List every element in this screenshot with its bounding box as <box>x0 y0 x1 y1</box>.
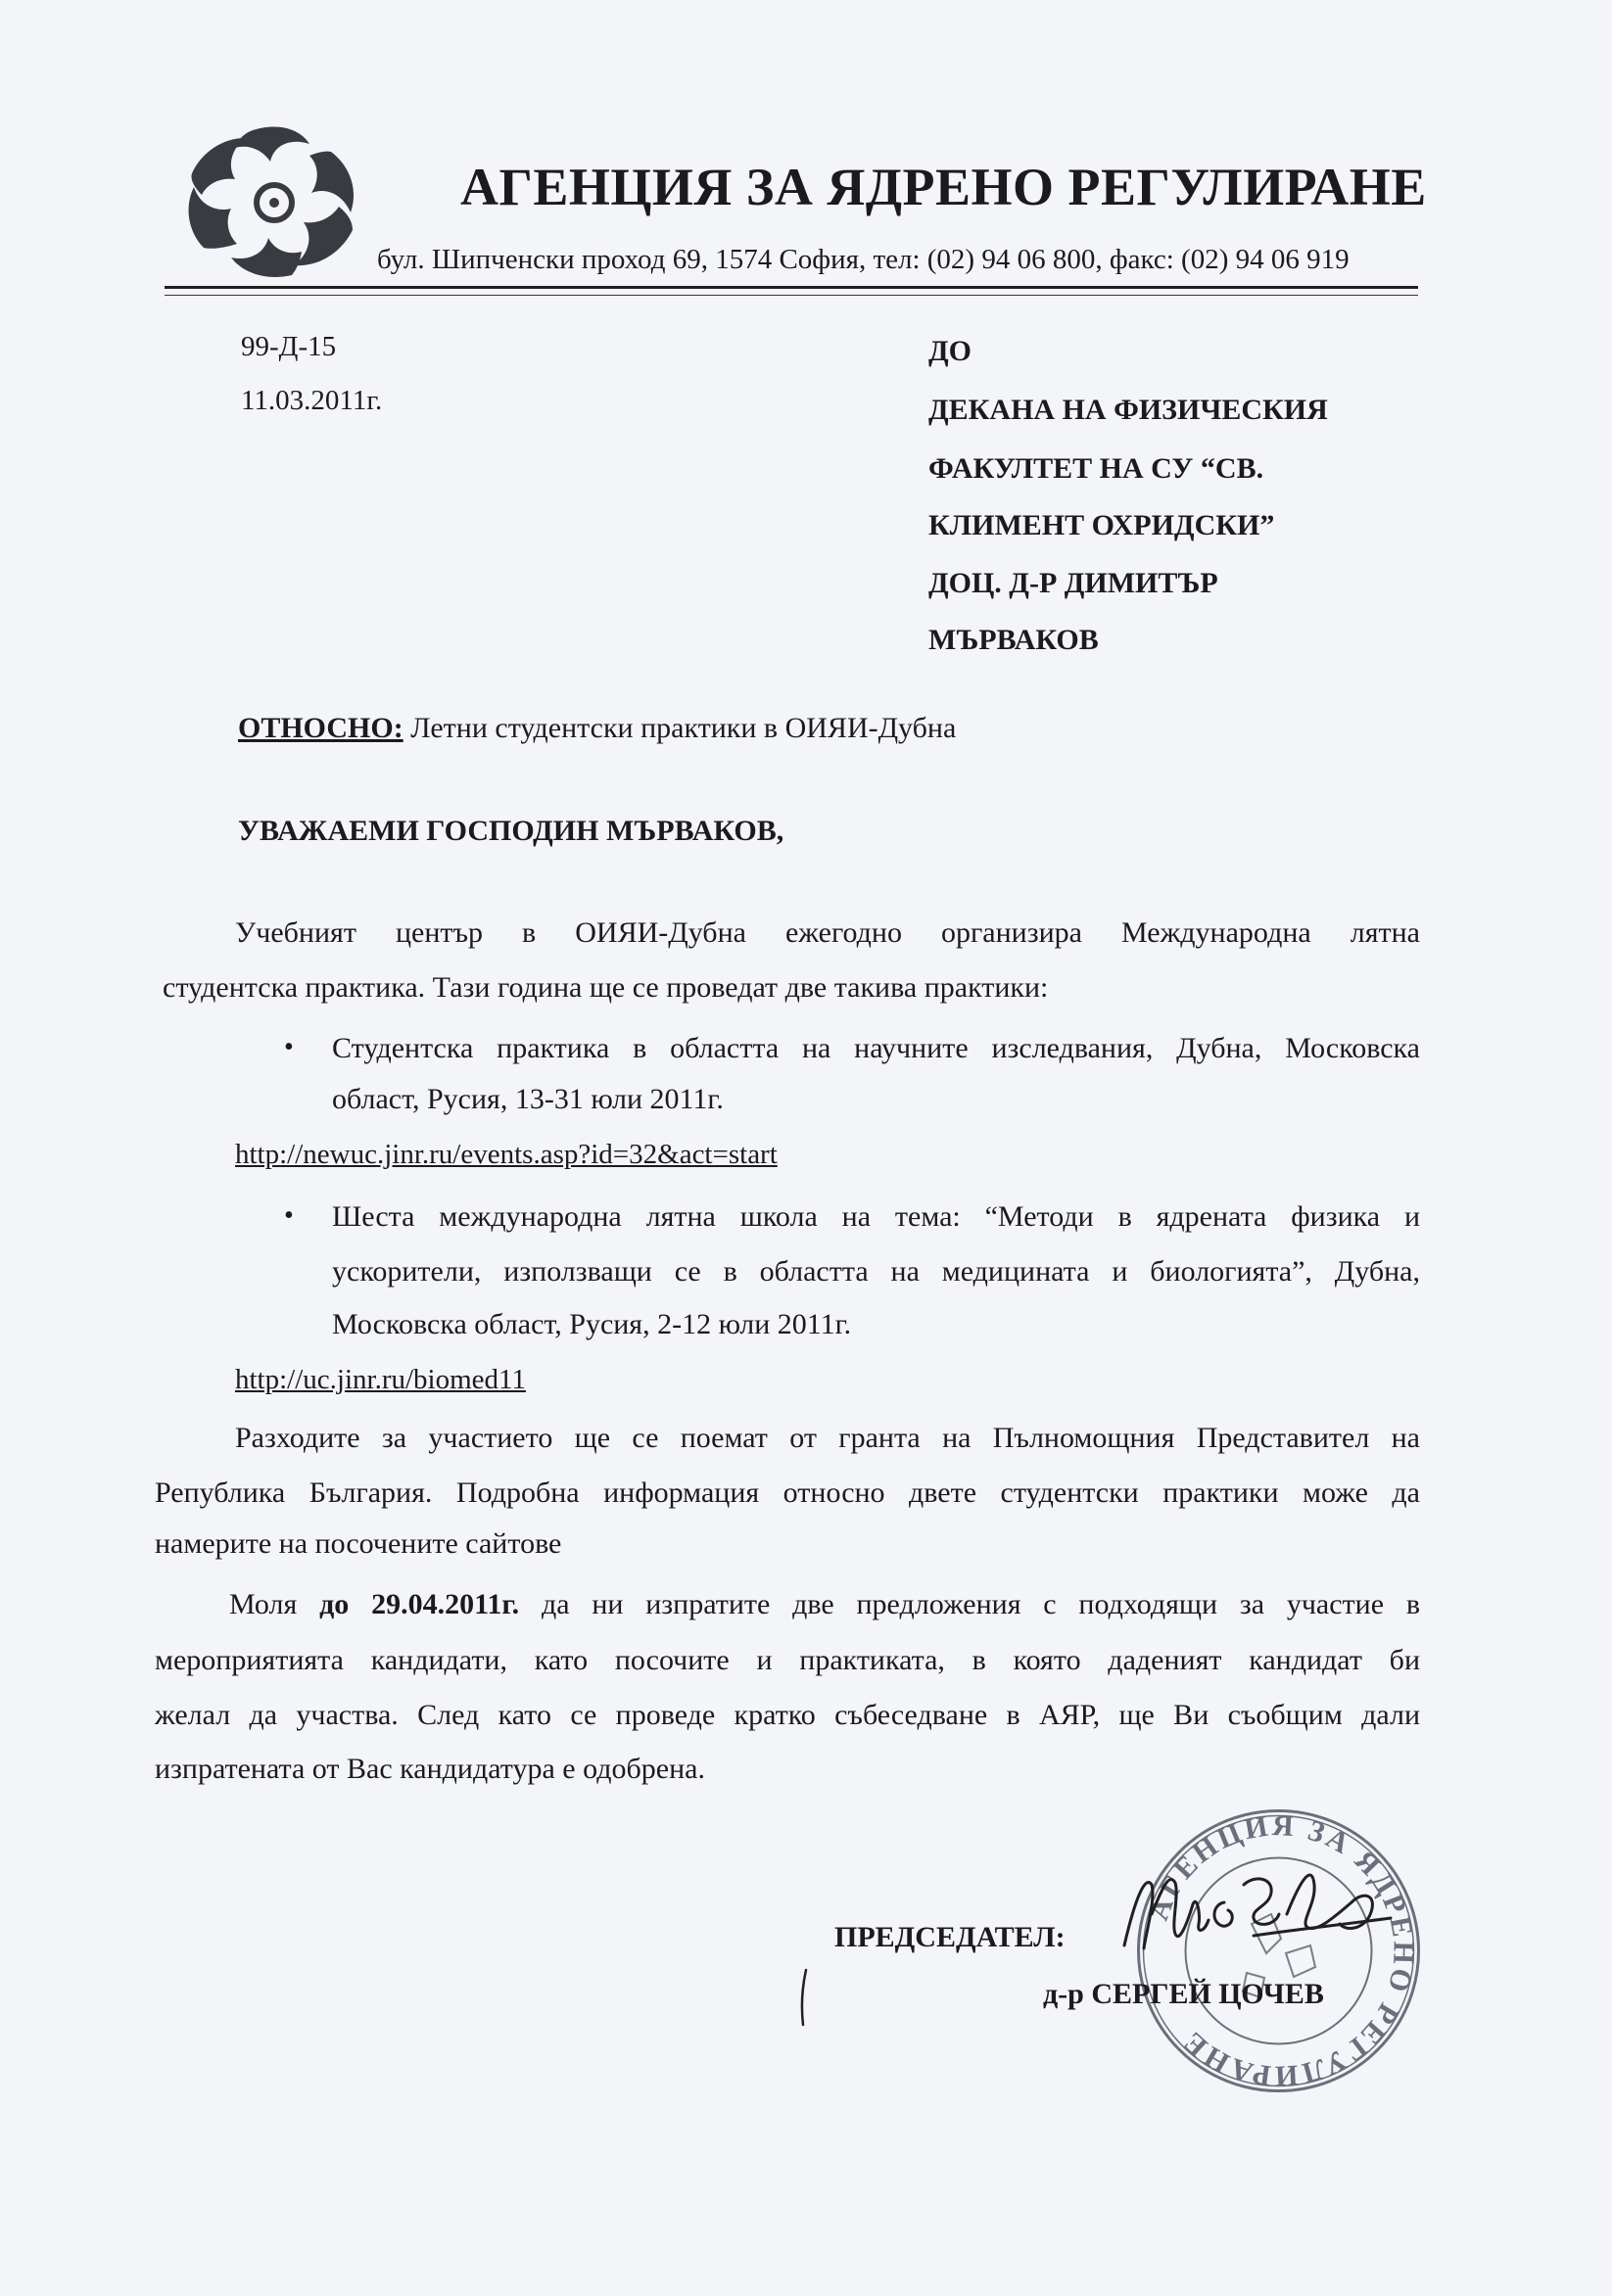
reference-number: 99-Д-15 <box>241 331 337 362</box>
addressee-line: ДЕКАНА НА ФИЗИЧЕСКИЯ <box>928 394 1328 426</box>
deadline-date: до 29.04.2011г. <box>319 1588 520 1620</box>
bullet-icon: • <box>284 1200 294 1231</box>
header-rule-thick <box>165 286 1418 289</box>
agency-logo-icon <box>184 122 365 279</box>
pen-mark <box>798 1968 810 2027</box>
agency-address: бул. Шипченски проход 69, 1574 София, тел: (02) 94 06 800, факс: (02) 94 06 919 <box>377 244 1350 275</box>
body-text-line: Московска област, Русия, 2-12 юли 2011г. <box>332 1308 852 1340</box>
body-text-line: Република България. Подробна информация относно двете студентски практики може да <box>155 1476 1420 1509</box>
body-text-line: намерите на посочените сайтове <box>155 1527 562 1560</box>
handwritten-signature <box>1107 1855 1410 1963</box>
body-text-line: област, Русия, 13-31 юли 2011г. <box>332 1083 724 1115</box>
signatory-title: ПРЕДСЕДАТЕЛ: <box>834 1921 1066 1953</box>
body-text-line: студентска практика. Тази година ще се проведат две такива практики: <box>163 971 1049 1004</box>
link-biomed-school[interactable]: http://uc.jinr.ru/biomed11 <box>235 1364 526 1395</box>
addressee-line: ФАКУЛТЕТ НА СУ “СВ. <box>928 452 1264 485</box>
link-research-practice[interactable]: http://newuc.jinr.ru/events.asp?id=32&act=start <box>235 1139 778 1170</box>
bullet-icon: • <box>284 1032 294 1062</box>
reference-date: 11.03.2011г. <box>241 385 383 416</box>
body-text-line: изпратената от Вас кандидатура е одобрена. <box>155 1753 705 1785</box>
addressee-line: ДО <box>928 335 972 367</box>
body-text-line: Моля до 29.04.2011г. да ни изпратите две предложения с подходящи за участие в <box>229 1588 1421 1620</box>
subject-line <box>238 712 956 745</box>
body-text-line: Шеста международна лятна школа на тема: “Методи в ядрената физика и <box>332 1200 1420 1233</box>
stamp-text: АГЕНЦИЯ ЗА ЯДРЕНО РЕГУЛИРАНЕ <box>1142 1809 1420 2092</box>
body-text-line: желал да участва. След като се проведе кратко събеседване в АЯР, ще Ви съобщим дали <box>155 1699 1420 1731</box>
subject-text: Летни студентски практики в ОИЯИ-Дубна <box>403 712 957 744</box>
body-text-line: Разходите за участието ще се поемат от гранта на Пълномощния Представител на <box>235 1422 1420 1454</box>
addressee-line: КЛИМЕНТ ОХРИДСКИ” <box>928 509 1275 541</box>
addressee-line: ДОЦ. Д-Р ДИМИТЪР <box>928 567 1218 599</box>
signatory-name: д-р СЕРГЕЙ ЦОЧЕВ <box>1043 1978 1324 2010</box>
body-text-line: ускорители, използващи се в областта на медицината и биологията”, Дубна, <box>332 1255 1420 1288</box>
body-text-line: мероприятията кандидати, като посочите и практиката, в която даденият кандидат би <box>155 1644 1420 1676</box>
body-text-line: Учебният център в ОИЯИ-Дубна ежегодно организира Международна лятна <box>235 916 1420 949</box>
agency-name: АГЕНЦИЯ ЗА ЯДРЕНО РЕГУЛИРАНЕ <box>460 158 1427 216</box>
body-text-line: Студентска практика в областта на научните изследвания, Дубна, Московска <box>332 1032 1420 1064</box>
header-rule-thin <box>165 295 1418 296</box>
subject-label: ОТНОСНО: <box>238 712 403 744</box>
salutation: УВАЖАЕМИ ГОСПОДИН МЪРВАКОВ, <box>238 815 784 847</box>
addressee-line: МЪРВАКОВ <box>928 624 1099 656</box>
